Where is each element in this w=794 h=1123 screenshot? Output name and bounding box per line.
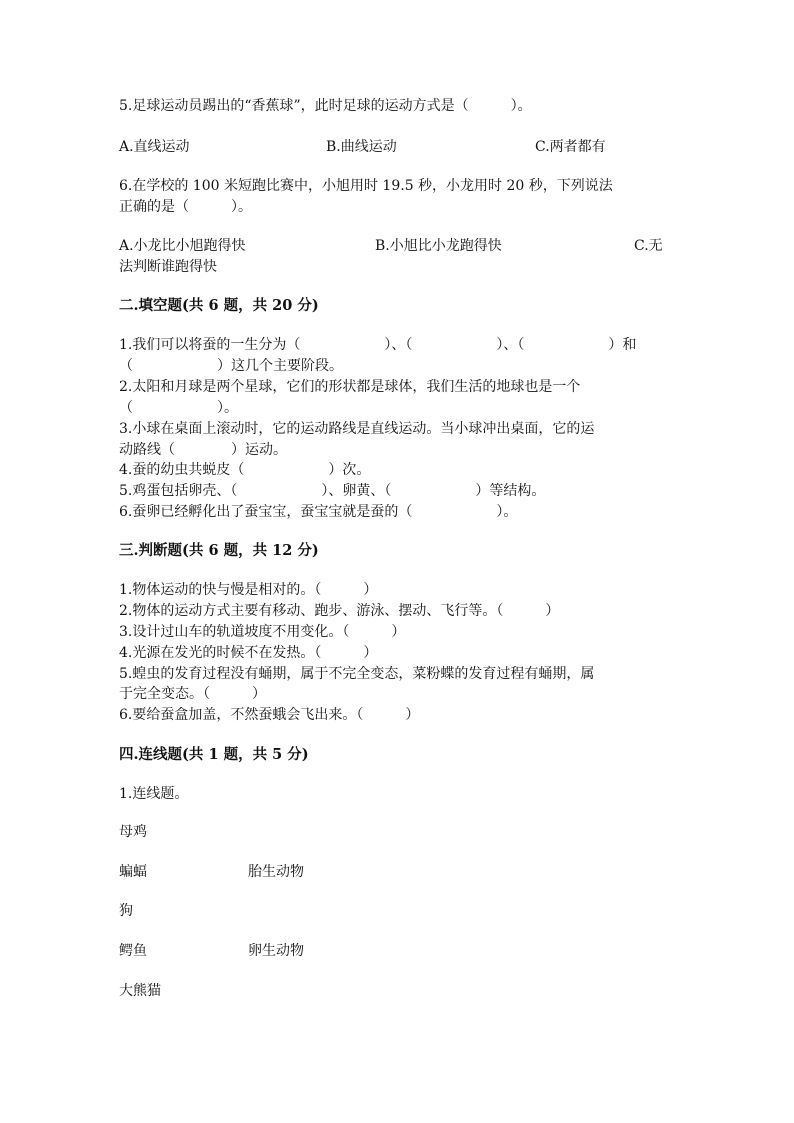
choice-q6-option-c-cont: 法判断谁跑得快 (119, 259, 217, 275)
choice-q5-option-a: A.直线运动 (119, 139, 190, 155)
match-left-item: 蝙蝠 (119, 864, 147, 880)
match-left-item: 母鸡 (119, 824, 147, 840)
judge-line: 6.要给蚕盒加盖，不然蚕蛾会飞出来。（ ） (119, 707, 420, 723)
choice-q5-option-c: C.两者都有 (535, 139, 606, 155)
fill-heading: 二.填空题(共 6 题，共 20 分) (119, 297, 319, 314)
choice-q6-option-c: C.无 (634, 238, 663, 254)
fill-line: 5.鸡蛋包括卵壳、（ ）、卵黄、（ ）等结构。 (119, 483, 546, 499)
fill-line: 2.太阳和月球是两个星球，它们的形状都是球体，我们生活的地球也是一个 (119, 379, 581, 395)
match-right-item: 胎生动物 (248, 864, 304, 880)
match-left-item: 狗 (119, 903, 133, 919)
choice-q5-option-b: B.曲线运动 (326, 139, 397, 155)
choice-q6-stem-line1: 6.在学校的 100 米短跑比赛中，小旭用时 19.5 秒，小龙用时 20 秒，下列说法 (119, 178, 613, 194)
match-heading: 四.连线题(共 1 题，共 5 分) (119, 746, 309, 763)
fill-line: 1.我们可以将蚕的一生分为（ ）、（ ）、（ ）和 (119, 337, 637, 353)
fill-line: 6.蚕卵已经孵化出了蚕宝宝，蚕宝宝就是蚕的（ ）。 (119, 504, 518, 520)
match-left-item: 鳄鱼 (119, 943, 147, 959)
choice-q5-stem: 5.足球运动员踢出的“香蕉球”，此时足球的运动方式是（ ）。 (119, 98, 532, 114)
fill-line: （ ）。 (119, 400, 238, 416)
fill-line: （ ）这几个主要阶段。 (119, 358, 343, 374)
judge-line: 1.物体运动的快与慢是相对的。（ ） (119, 582, 378, 598)
judge-line: 2.物体的运动方式主要有移动、跑步、游泳、摆动、飞行等。（ ） (119, 603, 560, 619)
fill-line: 4.蚕的幼虫共蜕皮（ ）次。 (119, 462, 371, 478)
judge-line: 3.设计过山车的轨道坡度不用变化。（ ） (119, 624, 406, 640)
choice-q6-option-b: B.小旭比小龙跑得快 (375, 238, 502, 254)
choice-q6-option-a: A.小龙比小旭跑得快 (119, 238, 246, 254)
judge-line: 4.光源在发光的时候不在发热。（ ） (119, 645, 378, 661)
judge-line: 5.蝗虫的发育过程没有蛹期，属于不完全变态，菜粉蝶的发育过程有蛹期，属 (119, 666, 595, 682)
choice-q6-stem-line2: 正确的是（ ）。 (119, 199, 252, 215)
judge-heading: 三.判断题(共 6 题，共 12 分) (119, 542, 319, 559)
match-question: 1.连线题。 (119, 786, 189, 802)
match-right-item: 卵生动物 (248, 943, 304, 959)
fill-line: 3.小球在桌面上滚动时，它的运动路线是直线运动。当小球冲出桌面，它的运 (119, 421, 595, 437)
judge-line: 于完全变态。（ ） (119, 686, 266, 702)
fill-line: 动路线（ ）运动。 (119, 442, 287, 458)
match-left-item: 大熊猫 (119, 983, 161, 999)
